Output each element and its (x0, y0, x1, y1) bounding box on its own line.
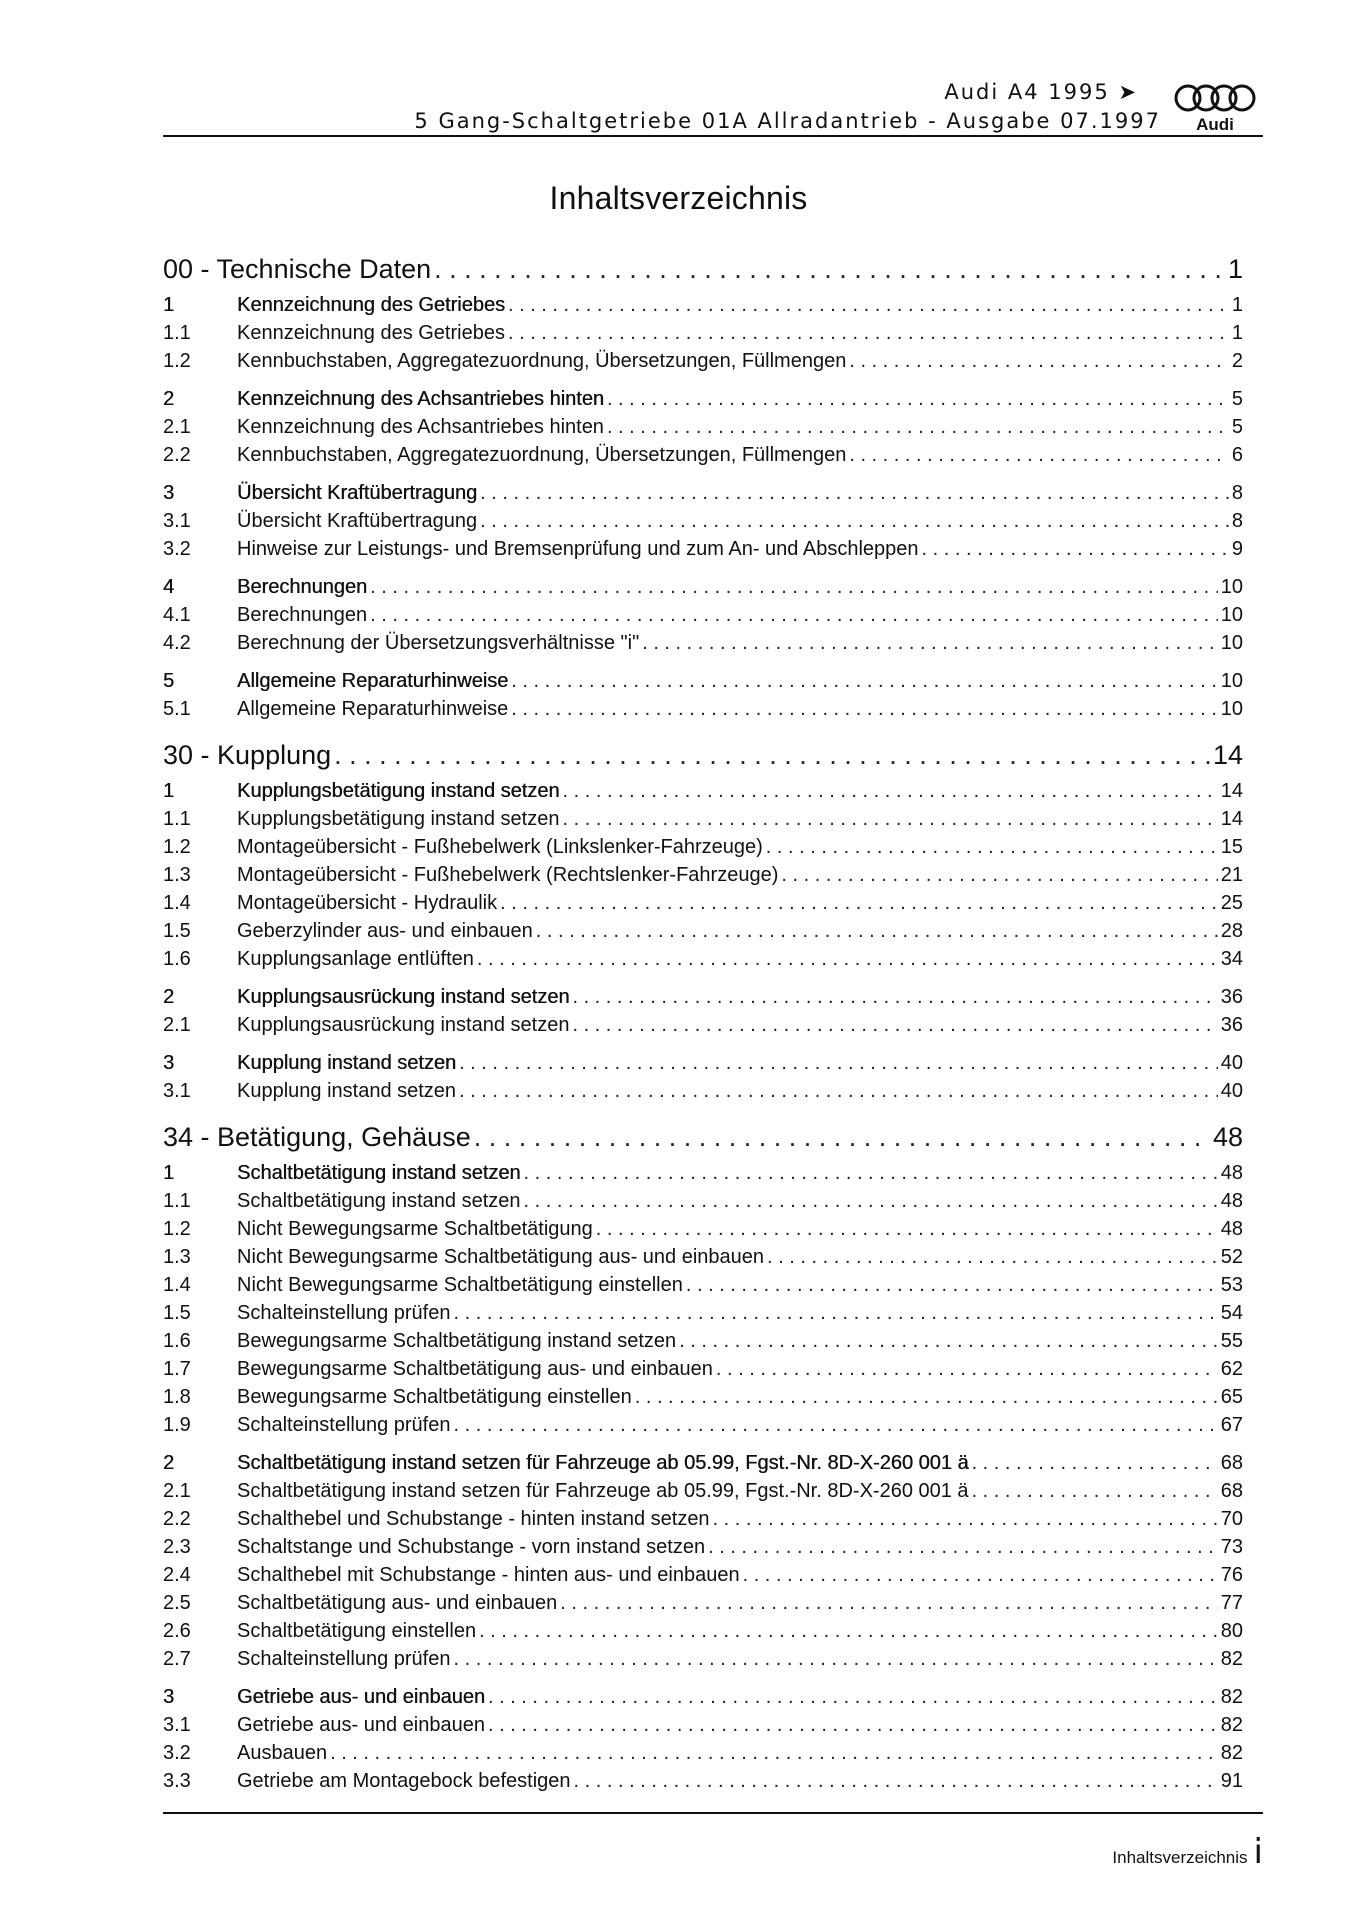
toc-page-number: 5 (1231, 416, 1243, 438)
toc-label: Bewegungsarme Schaltbetätigung aus- und einbauen (237, 1358, 713, 1380)
toc-section[interactable] (163, 1686, 1243, 1714)
toc-page-number: 73 (1220, 1536, 1243, 1558)
toc-page-number: 70 (1220, 1508, 1243, 1530)
toc-label: Kupplungsbetätigung instand setzen (237, 780, 560, 802)
toc-page-number: 82 (1220, 1714, 1243, 1736)
dot-leader (370, 604, 1218, 627)
toc-label: Bewegungsarme Schaltbetätigung einstellen (237, 1386, 632, 1408)
toc-page-number: 91 (1220, 1770, 1243, 1792)
dot-leader (459, 1052, 1218, 1075)
toc-number: 2 (163, 388, 175, 410)
toc-page-number: 40 (1220, 1080, 1243, 1102)
toc-number: 1 (163, 1162, 175, 1184)
toc-number: 2 (163, 986, 175, 1008)
toc-label: Getriebe aus- und einbauen (237, 1714, 485, 1736)
toc-page-number: 36 (1220, 1014, 1243, 1036)
toc-section[interactable] (163, 670, 1243, 698)
toc-entry[interactable] (163, 1742, 1243, 1770)
toc-entry[interactable] (163, 1014, 1243, 1042)
toc-number: 1 (163, 780, 175, 802)
dot-leader (434, 254, 1225, 285)
toc-number: 1 (163, 294, 175, 316)
toc-number: 1.2 (163, 1218, 191, 1240)
toc-number: 1.9 (163, 1414, 191, 1436)
toc-label: Montageübersicht - Hydraulik (237, 892, 498, 914)
toc-number: 2.3 (163, 1536, 191, 1558)
toc-label: Kupplungsbetätigung instand setzen (237, 808, 560, 830)
section-spacer (163, 378, 1243, 388)
audi-logo-icon (1168, 78, 1263, 134)
toc-label: Schaltbetätigung instand setzen (237, 1162, 521, 1184)
toc-label: Berechnungen (237, 604, 368, 626)
section-spacer (163, 566, 1243, 576)
toc-section[interactable] (163, 294, 1243, 322)
toc-page-number: 14 (1220, 780, 1243, 802)
toc-number: 3.1 (163, 1080, 191, 1102)
toc-section[interactable] (163, 780, 1243, 808)
toc-label: Kennbuchstaben, Aggregatezuordnung, Übersetzungen, Füllmengen (237, 350, 847, 372)
toc-label: Schaltbetätigung instand setzen (237, 1190, 521, 1212)
toc-number: 4 (163, 576, 175, 598)
toc-entry[interactable] (163, 948, 1243, 976)
audi-logo-text: Audi (1196, 115, 1234, 134)
toc-page-number: 8 (1231, 510, 1243, 532)
toc-page-number: 76 (1220, 1564, 1243, 1586)
toc-entry[interactable] (163, 350, 1243, 378)
toc-label: Schalthebel und Schubstange - hinten instand setzen (237, 1508, 710, 1530)
toc-entry[interactable] (163, 1714, 1243, 1742)
toc-page-number: 10 (1220, 632, 1243, 654)
dot-leader (562, 808, 1217, 831)
toc-page-number: 1 (1231, 322, 1243, 344)
toc-page-number: 14 (1212, 740, 1243, 770)
footer-rule (163, 1812, 1263, 1814)
page-title: Inhaltsverzeichnis (549, 180, 808, 216)
dot-leader (370, 576, 1218, 599)
dot-leader (713, 1508, 1218, 1531)
toc-label: Kennzeichnung des Getriebes (237, 322, 505, 344)
toc-number: 3 (163, 1052, 175, 1074)
toc-label: Schaltbetätigung instand setzen für Fahrzeuge ab 05.99, Fgst.-Nr. 8D-X-260 001 ä (237, 1452, 969, 1474)
toc-number: 2 (163, 1452, 175, 1474)
toc-label: Getriebe am Montagebock befestigen (237, 1770, 571, 1792)
dot-leader (596, 1218, 1218, 1241)
dot-leader (716, 1358, 1218, 1381)
toc-entry[interactable] (163, 444, 1243, 472)
toc-number: 3.1 (163, 510, 191, 532)
toc-page-number: 82 (1220, 1686, 1243, 1708)
dot-leader (511, 670, 1217, 693)
dot-leader (572, 1014, 1217, 1037)
dot-leader (574, 1770, 1218, 1793)
toc-number: 3.2 (163, 1742, 191, 1764)
toc-number: 1.4 (163, 892, 191, 914)
toc-entry[interactable] (163, 1190, 1243, 1218)
toc-page-number: 15 (1220, 836, 1243, 858)
toc-page-number: 68 (1220, 1480, 1243, 1502)
toc-label: Schaltstange und Schubstange - vorn instand setzen (237, 1536, 706, 1558)
toc-page-number: 9 (1231, 538, 1243, 560)
toc-page-number: 65 (1220, 1386, 1243, 1408)
toc-page-number: 5 (1231, 388, 1243, 410)
dot-leader (524, 1190, 1218, 1213)
toc-label: Kennbuchstaben, Aggregatezuordnung, Übersetzungen, Füllmengen (237, 444, 847, 466)
toc-section[interactable] (163, 482, 1243, 510)
toc-page-number: 14 (1220, 808, 1243, 830)
dot-leader (500, 892, 1218, 915)
toc-page-number: 10 (1220, 698, 1243, 720)
toc-section[interactable] (163, 1452, 1243, 1480)
toc-number: 1.3 (163, 864, 191, 886)
dot-leader (508, 294, 1229, 317)
toc-page-number: 10 (1220, 604, 1243, 626)
dot-leader (562, 780, 1217, 803)
toc-number: 2.1 (163, 416, 191, 438)
toc-section[interactable] (163, 1052, 1243, 1080)
dot-leader (508, 322, 1229, 345)
toc-label: Schalthebel mit Schubstange - hinten aus- und einbauen (237, 1564, 740, 1586)
page-footer (1112, 1832, 1263, 1872)
toc-label: Kupplung instand setzen (237, 1052, 457, 1074)
toc-number: 4.1 (163, 604, 191, 626)
toc-label: Montageübersicht - Fußhebelwerk (Linkslenker-Fahrzeuge) (237, 836, 763, 858)
toc-number: 3 (163, 1686, 175, 1708)
header-rule (163, 135, 1263, 137)
toc-page-number: 2 (1231, 350, 1243, 372)
toc-section[interactable] (163, 1162, 1243, 1190)
toc-entry[interactable] (163, 920, 1243, 948)
toc-entry[interactable] (163, 1302, 1243, 1330)
toc-entry[interactable] (163, 1480, 1243, 1508)
header-edition: 5 Gang-Schaltgetriebe 01A Allradantrieb - Ausgabe 07.1997 (414, 109, 1161, 133)
toc-page-number: 48 (1212, 1122, 1243, 1152)
toc-entry[interactable] (163, 632, 1243, 660)
toc-label: Kupplungsausrückung instand setzen (237, 986, 570, 1008)
toc-entry[interactable] (163, 1620, 1243, 1648)
toc-label: Kupplungsanlage entlüften (237, 948, 474, 970)
toc-entry[interactable] (163, 1218, 1243, 1246)
toc-number: 2.7 (163, 1648, 191, 1670)
toc-page-number: 55 (1220, 1330, 1243, 1352)
toc-label: Kupplung instand setzen (237, 1080, 457, 1102)
toc-number: 3 (163, 482, 175, 504)
toc-page-number: 36 (1220, 986, 1243, 1008)
toc-label: Kupplungsausrückung instand setzen (237, 1014, 570, 1036)
toc-number: 1.1 (163, 1190, 191, 1212)
toc-chapter[interactable] (163, 1122, 1243, 1162)
toc-entry[interactable] (163, 1246, 1243, 1274)
toc-entry[interactable] (163, 1330, 1243, 1358)
toc-number: 3.1 (163, 1714, 191, 1736)
toc-page-number: 68 (1220, 1452, 1243, 1474)
toc-section[interactable] (163, 986, 1243, 1014)
toc-page-number: 40 (1220, 1052, 1243, 1074)
toc-entry[interactable] (163, 416, 1243, 444)
dot-leader (849, 444, 1229, 467)
table-of-contents (163, 254, 1243, 1798)
dot-leader (607, 388, 1229, 411)
toc-page-number: 54 (1220, 1302, 1243, 1324)
toc-entry[interactable] (163, 836, 1243, 864)
dot-leader (686, 1274, 1218, 1297)
dot-leader (781, 864, 1217, 887)
dot-leader (849, 350, 1229, 373)
toc-number: 1.3 (163, 1246, 191, 1268)
dot-leader (453, 1414, 1217, 1437)
toc-entry[interactable] (163, 538, 1243, 566)
toc-entry[interactable] (163, 864, 1243, 892)
toc-entry[interactable] (163, 892, 1243, 920)
toc-number: 2.5 (163, 1592, 191, 1614)
toc-page-number: 34 (1220, 948, 1243, 970)
toc-number: 4.2 (163, 632, 191, 654)
toc-section[interactable] (163, 576, 1243, 604)
toc-page-number: 82 (1220, 1648, 1243, 1670)
toc-number: 1.1 (163, 808, 191, 830)
dot-leader (767, 1246, 1218, 1269)
toc-chapter[interactable] (163, 740, 1243, 780)
toc-page-number: 6 (1231, 444, 1243, 466)
toc-number: 3.2 (163, 538, 191, 560)
toc-entry[interactable] (163, 1080, 1243, 1108)
dot-leader (708, 1536, 1218, 1559)
toc-label: Nicht Bewegungsarme Schaltbetätigung aus- und einbauen (237, 1246, 765, 1268)
toc-label: 30 - Kupplung (163, 740, 332, 770)
toc-entry[interactable] (163, 1592, 1243, 1620)
toc-label: Ausbauen (237, 1742, 328, 1764)
toc-page-number: 10 (1220, 670, 1243, 692)
toc-entry[interactable] (163, 322, 1243, 350)
toc-number: 2.4 (163, 1564, 191, 1586)
toc-label: 34 - Betätigung, Gehäuse (163, 1122, 471, 1152)
dot-leader (453, 1302, 1217, 1325)
dot-leader (511, 698, 1217, 721)
toc-page-number: 62 (1220, 1358, 1243, 1380)
section-spacer (163, 1676, 1243, 1686)
dot-leader (679, 1330, 1218, 1353)
toc-label: Übersicht Kraftübertragung (237, 510, 478, 532)
toc-page-number: 21 (1220, 864, 1243, 886)
dot-leader (972, 1452, 1218, 1475)
toc-page-number: 1 (1227, 254, 1243, 284)
dot-leader (330, 1742, 1218, 1765)
toc-number: 1.4 (163, 1274, 191, 1296)
dot-leader (453, 1648, 1217, 1671)
toc-page-number: 67 (1220, 1414, 1243, 1436)
toc-label: Allgemeine Reparaturhinweise (237, 698, 509, 720)
toc-number: 5 (163, 670, 175, 692)
toc-number: 2.2 (163, 1508, 191, 1530)
toc-page-number: 1 (1231, 294, 1243, 316)
toc-label: Übersicht Kraftübertragung (237, 482, 478, 504)
dot-leader (334, 740, 1210, 771)
toc-page-number: 48 (1220, 1162, 1243, 1184)
toc-number: 1.8 (163, 1386, 191, 1408)
toc-number: 1.5 (163, 920, 191, 942)
toc-label: Kennzeichnung des Achsantriebes hinten (237, 416, 604, 438)
toc-label: Nicht Bewegungsarme Schaltbetätigung (237, 1218, 593, 1240)
dot-leader (922, 538, 1229, 561)
toc-label: 00 - Technische Daten (163, 254, 432, 284)
toc-page-number: 28 (1220, 920, 1243, 942)
toc-label: Berechnung der Übersetzungsverhältnisse "i" (237, 632, 640, 654)
toc-page-number: 48 (1220, 1190, 1243, 1212)
toc-page-number: 25 (1220, 892, 1243, 914)
toc-label: Allgemeine Reparaturhinweise (237, 670, 509, 692)
toc-label: Schalteinstellung prüfen (237, 1414, 451, 1436)
toc-entry[interactable] (163, 1770, 1243, 1798)
toc-label: Schaltbetätigung einstellen (237, 1620, 477, 1642)
dot-leader (480, 482, 1229, 505)
toc-entry[interactable] (163, 1414, 1243, 1442)
toc-entry[interactable] (163, 698, 1243, 726)
toc-label: Schaltbetätigung instand setzen für Fahrzeuge ab 05.99, Fgst.-Nr. 8D-X-260 001 ä (237, 1480, 969, 1502)
section-spacer (163, 1042, 1243, 1052)
dot-leader (607, 416, 1229, 439)
footer-page-number: i (1253, 1832, 1263, 1872)
toc-page-number: 52 (1220, 1246, 1243, 1268)
toc-label: Kennzeichnung des Achsantriebes hinten (237, 388, 604, 410)
toc-label: Nicht Bewegungsarme Schaltbetätigung einstellen (237, 1274, 683, 1296)
toc-page-number: 77 (1220, 1592, 1243, 1614)
toc-page-number: 48 (1220, 1218, 1243, 1240)
toc-label: Bewegungsarme Schaltbetätigung instand setzen (237, 1330, 677, 1352)
dot-leader (488, 1714, 1218, 1737)
toc-chapter[interactable] (163, 254, 1243, 294)
toc-number: 2.6 (163, 1620, 191, 1642)
toc-label: Schalteinstellung prüfen (237, 1302, 451, 1324)
dot-leader (743, 1564, 1218, 1587)
dot-leader (972, 1480, 1218, 1503)
dot-leader (488, 1686, 1218, 1709)
section-spacer (163, 660, 1243, 670)
toc-number: 2.1 (163, 1480, 191, 1502)
toc-entry[interactable] (163, 604, 1243, 632)
toc-label: Hinweise zur Leistungs- und Bremsenprüfung und zum An- und Abschleppen (237, 538, 919, 560)
toc-label: Getriebe aus- und einbauen (237, 1686, 485, 1708)
toc-label: Montageübersicht - Fußhebelwerk (Rechtslenker-Fahrzeuge) (237, 864, 779, 886)
toc-label: Kennzeichnung des Getriebes (237, 294, 505, 316)
toc-entry[interactable] (163, 1536, 1243, 1564)
toc-page-number: 82 (1220, 1742, 1243, 1764)
section-spacer (163, 976, 1243, 986)
toc-entry[interactable] (163, 1648, 1243, 1676)
toc-label: Schalteinstellung prüfen (237, 1648, 451, 1670)
dot-leader (480, 510, 1229, 533)
toc-page-number: 53 (1220, 1274, 1243, 1296)
toc-label: Berechnungen (237, 576, 368, 598)
toc-number: 1.1 (163, 322, 191, 344)
toc-number: 1.6 (163, 948, 191, 970)
toc-number: 2.2 (163, 444, 191, 466)
section-spacer (163, 1442, 1243, 1452)
toc-number: 1.5 (163, 1302, 191, 1324)
toc-label: Schaltbetätigung aus- und einbauen (237, 1592, 558, 1614)
dot-leader (560, 1592, 1217, 1615)
dot-leader (479, 1620, 1218, 1643)
toc-number: 2.1 (163, 1014, 191, 1036)
dot-leader (459, 1080, 1218, 1103)
toc-entry[interactable] (163, 1386, 1243, 1414)
toc-entry[interactable] (163, 1564, 1243, 1592)
toc-number: 1.2 (163, 836, 191, 858)
toc-page-number: 8 (1231, 482, 1243, 504)
toc-entry[interactable] (163, 1358, 1243, 1386)
header-model: Audi A4 1995 ➤ (944, 80, 1138, 104)
dot-leader (474, 1122, 1210, 1153)
toc-number: 1.7 (163, 1358, 191, 1380)
dot-leader (536, 920, 1218, 943)
dot-leader (524, 1162, 1218, 1185)
toc-label: Geberzylinder aus- und einbauen (237, 920, 533, 942)
toc-entry[interactable] (163, 808, 1243, 836)
toc-page-number: 10 (1220, 576, 1243, 598)
page-header (163, 78, 1263, 134)
dot-leader (572, 986, 1217, 1009)
toc-number: 5.1 (163, 698, 191, 720)
toc-entry[interactable] (163, 1508, 1243, 1536)
toc-section[interactable] (163, 388, 1243, 416)
dot-leader (642, 632, 1218, 655)
dot-leader (477, 948, 1218, 971)
dot-leader (635, 1386, 1218, 1409)
toc-number: 3.3 (163, 1770, 191, 1792)
toc-number: 1.6 (163, 1330, 191, 1352)
toc-page-number: 80 (1220, 1620, 1243, 1642)
footer-label: Inhaltsverzeichnis (1112, 1848, 1248, 1867)
toc-entry[interactable] (163, 1274, 1243, 1302)
section-spacer (163, 472, 1243, 482)
toc-number: 1.2 (163, 350, 191, 372)
dot-leader (766, 836, 1218, 859)
toc-entry[interactable] (163, 510, 1243, 538)
